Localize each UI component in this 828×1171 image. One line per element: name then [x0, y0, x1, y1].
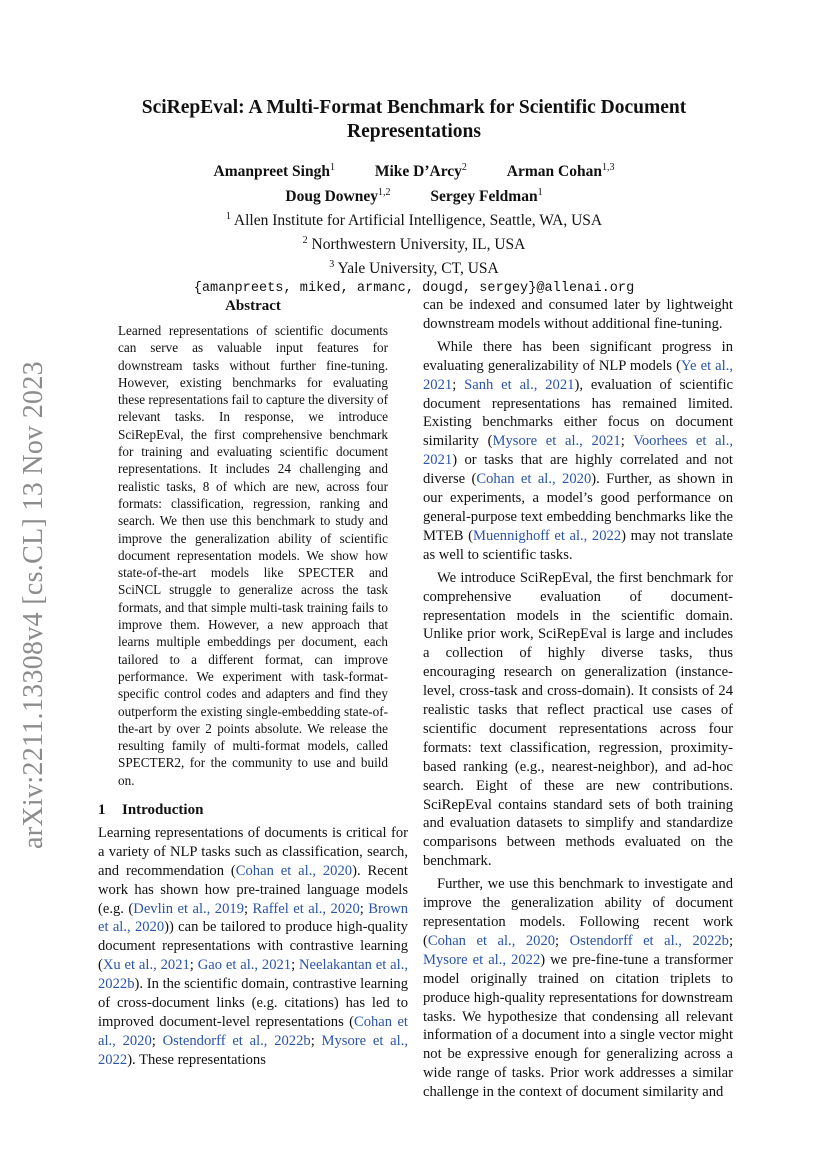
abstract-heading: Abstract: [225, 298, 281, 314]
citation-link[interactable]: Cohan et al., 2020: [98, 1013, 408, 1049]
intro-paragraph-3: We introduce SciRepEval, the first benchmark for comprehensive evaluation of document-representation models in the scientific domain. Unlike prior work, SciRepEval is large and includes a collection of highly diverse tasks, thus encouraging research on generalization (instance-level, cross-task and cross-domain). It consists of 24 realistic tasks that reflect practical use cases of scientific document representations across four formats: text classification, regression, proximity-based ranking (e.g., nearest-neighbor), and ad-hoc search. Eight of these are new contributions. SciRepEval contains standard sets of both training and evaluation datasets to simplify and standardize comparisons between methods evaluated on the benchmark.: [423, 569, 733, 870]
citation-link[interactable]: Neelakantan et al., 2022b: [98, 957, 408, 993]
citation-link[interactable]: Mysore et al., 2022: [98, 1032, 409, 1068]
citation-link[interactable]: Ye et al., 2021: [423, 357, 733, 393]
paper-header: [0, 96, 828, 299]
author-name: Arman Cohan$^{1,3}$: [506, 162, 615, 181]
author-name: Sergey Feldman$^1$: [430, 187, 543, 206]
citation-link[interactable]: Raffel et al., 2020: [252, 900, 360, 917]
citation-link[interactable]: Mysore et al., 2022: [423, 951, 541, 968]
author-list: [0, 157, 828, 207]
section-number: 1: [98, 802, 106, 819]
citation-link[interactable]: Devlin et al., 2019: [133, 900, 244, 917]
author-name: Amanpreet Singh$^1$: [213, 162, 335, 181]
affiliation: $^3$ Yale University, CT, USA: [329, 258, 499, 277]
citation-link[interactable]: Ostendorff et al., 2022b: [569, 932, 729, 949]
author-email: {amanpreets, miked, armanc, dougd, sergey}@allenai.org: [193, 281, 635, 297]
citation-link[interactable]: Brown et al., 2020: [98, 900, 409, 936]
citation-link[interactable]: Gao et al., 2021: [197, 957, 292, 974]
author-row-2: [0, 182, 828, 207]
citation-link[interactable]: Muennighoff et al., 2022: [473, 527, 622, 544]
citation-link[interactable]: Xu et al., 2021: [102, 957, 190, 974]
intro-paragraph-1: Learning representations of documents is critical for a variety of NLP tasks such as classification, search, and recommendation (Cohan et al., 2020). Recent work has shown how pre-trained language models (e.g. (Devlin et al., 2019; Raffel et al., 2020; Brown et al., 2020)) can be tailored to produce high-quality document representations with contrastive learning (Xu et al., 2021; Gao et al., 2021; Neelakantan et al., 2022b). In the scientific domain, contrastive learning of cross-document links (e.g. citations) has led to improved document-level representations (Cohan et al., 2020; Ostendorff et al., 2022b; Mysore et al., 2022). These representations: [98, 824, 409, 1068]
author-row-1: [0, 157, 828, 182]
title-line-1: SciRepEval: A Multi-Format Benchmark for Scientific Document: [141, 97, 687, 118]
citation-link[interactable]: Cohan et al., 2020: [235, 862, 353, 879]
citation-link[interactable]: Ostendorff et al., 2022b: [162, 1032, 311, 1049]
left-column: [98, 296, 408, 1070]
author-name: Doug Downey$^{1,2}$: [285, 187, 391, 206]
arxiv-stamp: [14, 360, 54, 850]
affiliation: $^2$ Northwestern University, IL, USA: [302, 234, 526, 254]
arxiv-stamp-text: arXiv:2211.13308v4 [cs.CL] 13 Nov 2023: [18, 361, 49, 849]
right-column: [423, 296, 733, 1102]
citation-link[interactable]: Sanh et al., 2021: [464, 376, 575, 393]
title-line-2: Representations: [347, 121, 481, 142]
paper-title: [94, 96, 734, 144]
author-name: Mike D’Arcy$^2$: [374, 162, 467, 181]
citation-link[interactable]: Voorhees et al., 2021: [423, 433, 733, 469]
citation-link[interactable]: Cohan et al., 2020: [476, 471, 592, 488]
abstract-text: Learned representations of scientific documents can serve as valuable input features for downstream tasks without further fine-tuning. However, existing benchmarks for evaluating these representations fail to capture the diversity of relevant tasks. In response, we introduce SciRepEval, the first comprehensive benchmark for training and evaluating scientific document representations. It includes 24 challenging and realistic tasks, 8 of which are new, across four formats: classification, regression, ranking and search. We then use this benchmark to study and improve the generalization ability of scientific document representation models. We show how state-of-the-art models like SPECTER and SciNCL struggle to generalize across the task formats, and that simple multi-task training fails to improve them. However, a new approach that learns multiple embeddings per document, each tailored to a different format, can improve performance. We experiment with task-format-specific control codes and adapters and find they outperform the existing single-embedding state-of-the-art by over 2 points absolute. We release the resulting family of multi-format models, called SPECTER2, for the community to use and build on.: [118, 323, 388, 788]
citation-link[interactable]: Mysore et al., 2021: [492, 433, 621, 450]
intro-paragraph-4: Further, we use this benchmark to investigate and improve the generalization ability of document representation models. Following recent work (Cohan et al., 2020; Ostendorff et al., 2022b; Mysore et al., 2022) we pre-fine-tune a transformer model originally trained on citation triplets to produce high-quality representations for downstream tasks. We hypothesize that condensing all relevant information of a document into a single vector might not be expressive enough for generalizing across a wide range of tasks. Prior work addresses a similar challenge in the context of document similarity and: [423, 876, 733, 1101]
affiliation: $^1$ Allen Institute for Artificial Intelligence, Seattle, WA, USA: [225, 211, 603, 230]
intro-paragraph-2: While there has been significant progress in evaluating generalizability of NLP models (Ye et al., 2021; Sanh et al., 2021), evaluation of scientific document representations has remained limited. Existing benchmarks either focus on document similarity (Mysore et al., 2021; Voorhees et al., 2021) or tasks that are highly correlated and not diverse (Cohan et al., 2020). Further, as shown in our experiments, a model’s good performance on general-purpose text embedding benchmarks like the MTEB (Muennighoff et al., 2022) may not translate as well to scientific tasks.: [423, 338, 733, 563]
citation-link[interactable]: Cohan et al., 2020: [427, 932, 556, 949]
intro-paragraph-1-continued: can be indexed and consumed later by lightweight downstream models without additional fine-tuning.: [423, 297, 733, 332]
section-heading: [98, 801, 408, 820]
section-title: Introduction: [122, 802, 204, 819]
